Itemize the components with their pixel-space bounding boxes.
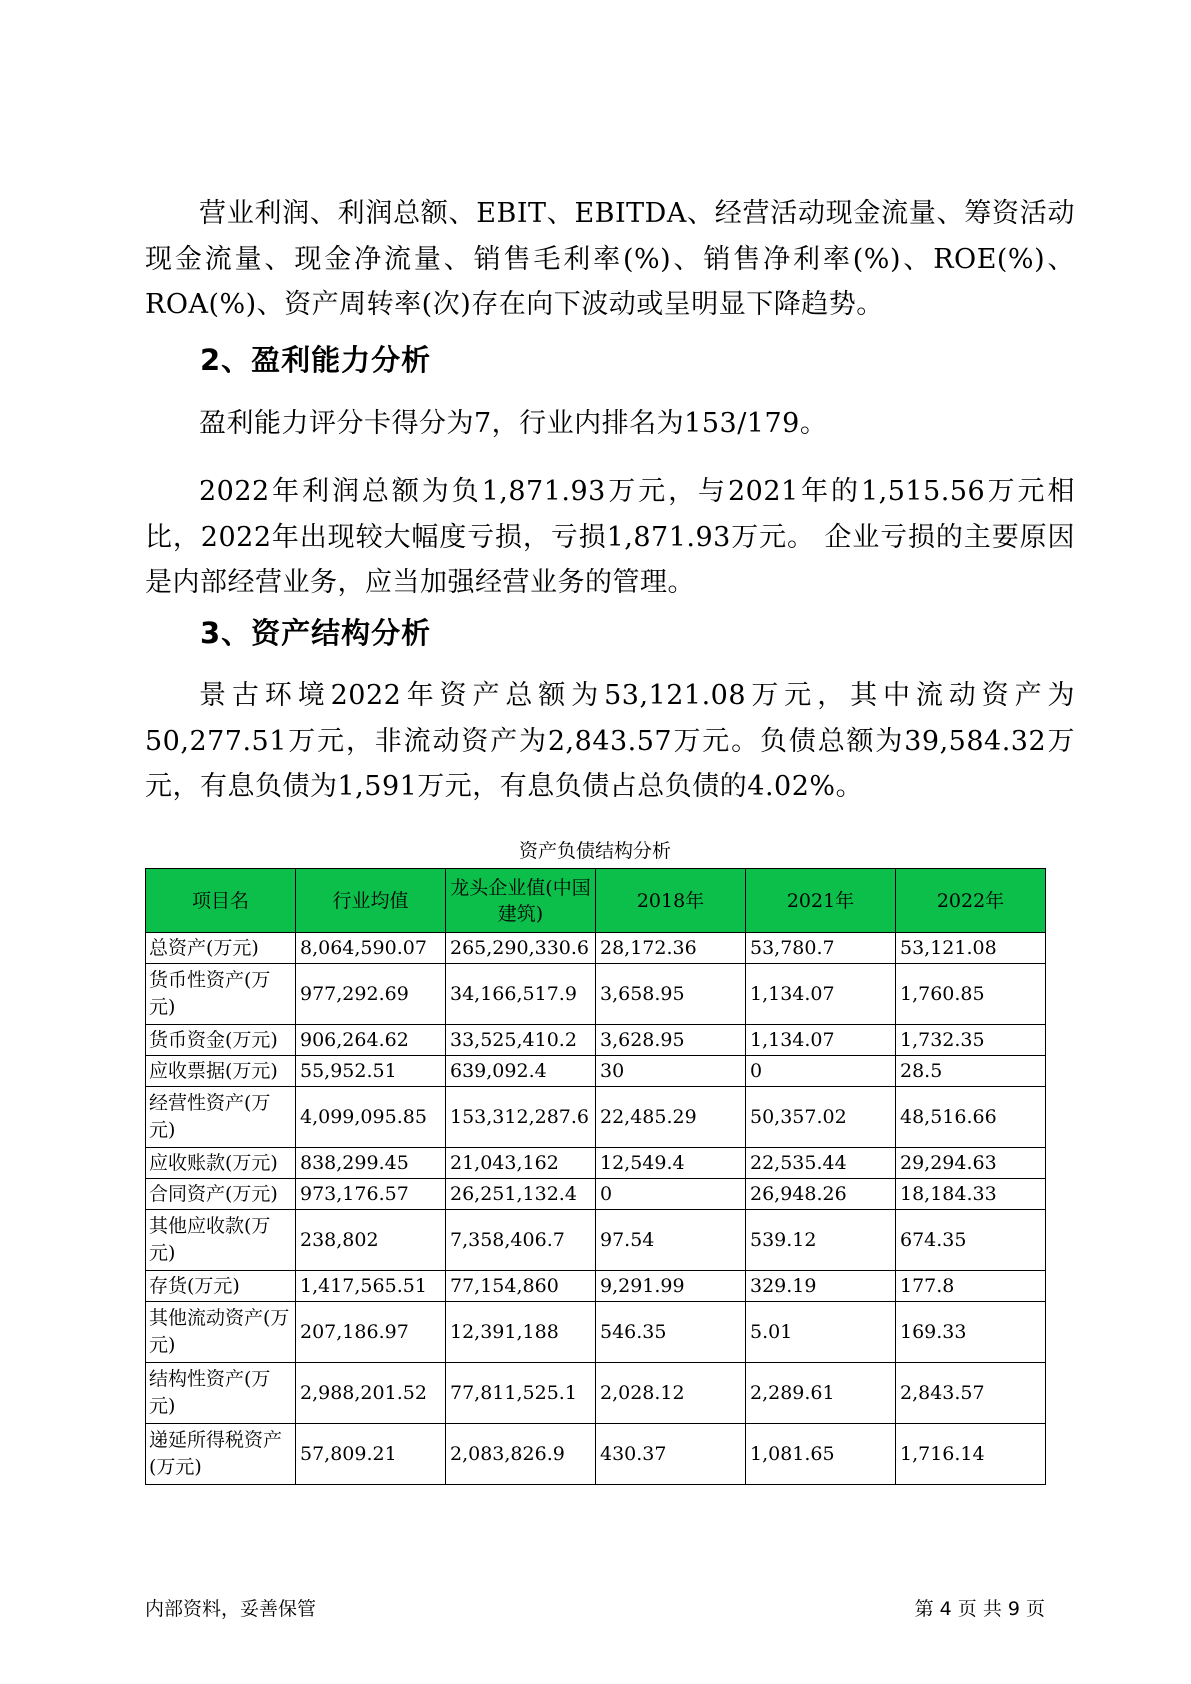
table-header-row <box>146 869 1046 933</box>
paragraph-profitability-score: 盈利能力评分卡得分为7，行业内排名为153/179。 <box>199 408 828 439</box>
cell-value-2022: 169.33 <box>896 1302 1046 1363</box>
row-label: 存货(万元) <box>146 1271 296 1302</box>
cell-value-2021: 1,081.65 <box>746 1424 896 1485</box>
cell-leader-value: 7,358,406.7 <box>446 1210 596 1271</box>
cell-value-2022: 2,843.57 <box>896 1363 1046 1424</box>
cell-industry-average: 838,299.45 <box>296 1148 446 1179</box>
paragraph-asset-summary: 景古环境2022年资产总额为53,121.08万元，其中流动资产为50,277.51万元，非流动资产为2,843.57万元。负债总额为39,584.32万元，有息负债为1,591万元，有息负债占总负债的4.02%。 <box>145 680 1075 802</box>
cell-value-2022: 53,121.08 <box>896 933 1046 964</box>
cell-value-2018: 28,172.36 <box>596 933 746 964</box>
cell-value-2022: 48,516.66 <box>896 1087 1046 1148</box>
cell-industry-average: 238,802 <box>296 1210 446 1271</box>
table-row <box>146 1302 1046 1363</box>
cell-value-2018: 3,628.95 <box>596 1025 746 1056</box>
cell-leader-value: 265,290,330.6 <box>446 933 596 964</box>
cell-industry-average: 55,952.51 <box>296 1056 446 1087</box>
table-row <box>146 1271 1046 1302</box>
cell-value-2018: 546.35 <box>596 1302 746 1363</box>
cell-value-2021: 1,134.07 <box>746 964 896 1025</box>
row-label: 总资产(万元) <box>146 933 296 964</box>
table-row <box>146 933 1046 964</box>
cell-value-2021: 329.19 <box>746 1271 896 1302</box>
cell-value-2021: 0 <box>746 1056 896 1087</box>
cell-leader-value: 2,083,826.9 <box>446 1424 596 1485</box>
cell-value-2022: 29,294.63 <box>896 1148 1046 1179</box>
header-2018: 2018年 <box>596 869 746 933</box>
footer-confidential-note: 内部资料，妥善保管 <box>145 1598 317 1620</box>
cell-value-2021: 539.12 <box>746 1210 896 1271</box>
cell-value-2021: 26,948.26 <box>746 1179 896 1210</box>
heading-asset-structure: 3、资产结构分析 <box>200 616 432 650</box>
cell-value-2018: 12,549.4 <box>596 1148 746 1179</box>
table-row <box>146 1179 1046 1210</box>
cell-value-2018: 22,485.29 <box>596 1087 746 1148</box>
table-row <box>146 1056 1046 1087</box>
header-item-name: 项目名 <box>146 869 296 933</box>
cell-value-2021: 22,535.44 <box>746 1148 896 1179</box>
cell-value-2021: 2,289.61 <box>746 1363 896 1424</box>
cell-value-2022: 1,716.14 <box>896 1424 1046 1485</box>
cell-value-2021: 5.01 <box>746 1302 896 1363</box>
row-label: 递延所得税资产(万元) <box>146 1424 296 1485</box>
header-2022: 2022年 <box>896 869 1046 933</box>
cell-industry-average: 8,064,590.07 <box>296 933 446 964</box>
row-label: 其他流动资产(万元) <box>146 1302 296 1363</box>
row-label: 结构性资产(万元) <box>146 1363 296 1424</box>
cell-value-2018: 3,658.95 <box>596 964 746 1025</box>
cell-industry-average: 1,417,565.51 <box>296 1271 446 1302</box>
balance-structure-table <box>145 868 1046 1485</box>
cell-value-2018: 97.54 <box>596 1210 746 1271</box>
cell-value-2018: 2,028.12 <box>596 1363 746 1424</box>
row-label: 合同资产(万元) <box>146 1179 296 1210</box>
cell-leader-value: 77,811,525.1 <box>446 1363 596 1424</box>
table-row <box>146 1148 1046 1179</box>
cell-value-2022: 18,184.33 <box>896 1179 1046 1210</box>
table-row <box>146 1363 1046 1424</box>
row-label: 货币性资产(万元) <box>146 964 296 1025</box>
cell-leader-value: 12,391,188 <box>446 1302 596 1363</box>
row-label: 经营性资产(万元) <box>146 1087 296 1148</box>
row-label: 应收账款(万元) <box>146 1148 296 1179</box>
table-row <box>146 1210 1046 1271</box>
header-2021: 2021年 <box>746 869 896 933</box>
footer-page-number: 第 4 页 共 9 页 <box>914 1598 1045 1620</box>
cell-value-2022: 28.5 <box>896 1056 1046 1087</box>
header-leader-value: 龙头企业值(中国建筑) <box>446 869 596 933</box>
cell-industry-average: 57,809.21 <box>296 1424 446 1485</box>
cell-value-2022: 674.35 <box>896 1210 1046 1271</box>
cell-value-2018: 30 <box>596 1056 746 1087</box>
cell-leader-value: 33,525,410.2 <box>446 1025 596 1056</box>
row-label: 其他应收款(万元) <box>146 1210 296 1271</box>
cell-industry-average: 906,264.62 <box>296 1025 446 1056</box>
cell-industry-average: 2,988,201.52 <box>296 1363 446 1424</box>
cell-value-2018: 430.37 <box>596 1424 746 1485</box>
header-industry-average: 行业均值 <box>296 869 446 933</box>
cell-leader-value: 21,043,162 <box>446 1148 596 1179</box>
row-label: 应收票据(万元) <box>146 1056 296 1087</box>
table-row <box>146 964 1046 1025</box>
cell-value-2022: 177.8 <box>896 1271 1046 1302</box>
cell-leader-value: 153,312,287.6 <box>446 1087 596 1148</box>
table-row <box>146 1087 1046 1148</box>
cell-leader-value: 77,154,860 <box>446 1271 596 1302</box>
row-label: 货币资金(万元) <box>146 1025 296 1056</box>
cell-value-2022: 1,760.85 <box>896 964 1046 1025</box>
cell-industry-average: 977,292.69 <box>296 964 446 1025</box>
paragraph-profit-loss: 2022年利润总额为负1,871.93万元，与2021年的1,515.56万元相比，2022年出现较大幅度亏损，亏损1,871.93万元。 企业亏损的主要原因是内部经营业务，应当加强经营业务的管理。 <box>145 476 1075 598</box>
table-caption: 资产负债结构分析 <box>518 840 671 862</box>
cell-industry-average: 973,176.57 <box>296 1179 446 1210</box>
cell-value-2018: 0 <box>596 1179 746 1210</box>
cell-leader-value: 26,251,132.4 <box>446 1179 596 1210</box>
table-row <box>146 1424 1046 1485</box>
cell-leader-value: 639,092.4 <box>446 1056 596 1087</box>
cell-value-2018: 9,291.99 <box>596 1271 746 1302</box>
cell-value-2021: 1,134.07 <box>746 1025 896 1056</box>
cell-industry-average: 4,099,095.85 <box>296 1087 446 1148</box>
cell-value-2022: 1,732.35 <box>896 1025 1046 1056</box>
table-row <box>146 1025 1046 1056</box>
paragraph-declining-indicators: 营业利润、利润总额、EBIT、EBITDA、经营活动现金流量、筹资活动现金流量、现金净流量、销售毛利率(%)、销售净利率(%)、ROE(%)、ROA(%)、资产周转率(次)存在向下波动或呈明显下降趋势。 <box>145 198 1075 320</box>
heading-profitability: 2、盈利能力分析 <box>200 343 432 377</box>
cell-value-2021: 53,780.7 <box>746 933 896 964</box>
cell-leader-value: 34,166,517.9 <box>446 964 596 1025</box>
cell-industry-average: 207,186.97 <box>296 1302 446 1363</box>
cell-value-2021: 50,357.02 <box>746 1087 896 1148</box>
